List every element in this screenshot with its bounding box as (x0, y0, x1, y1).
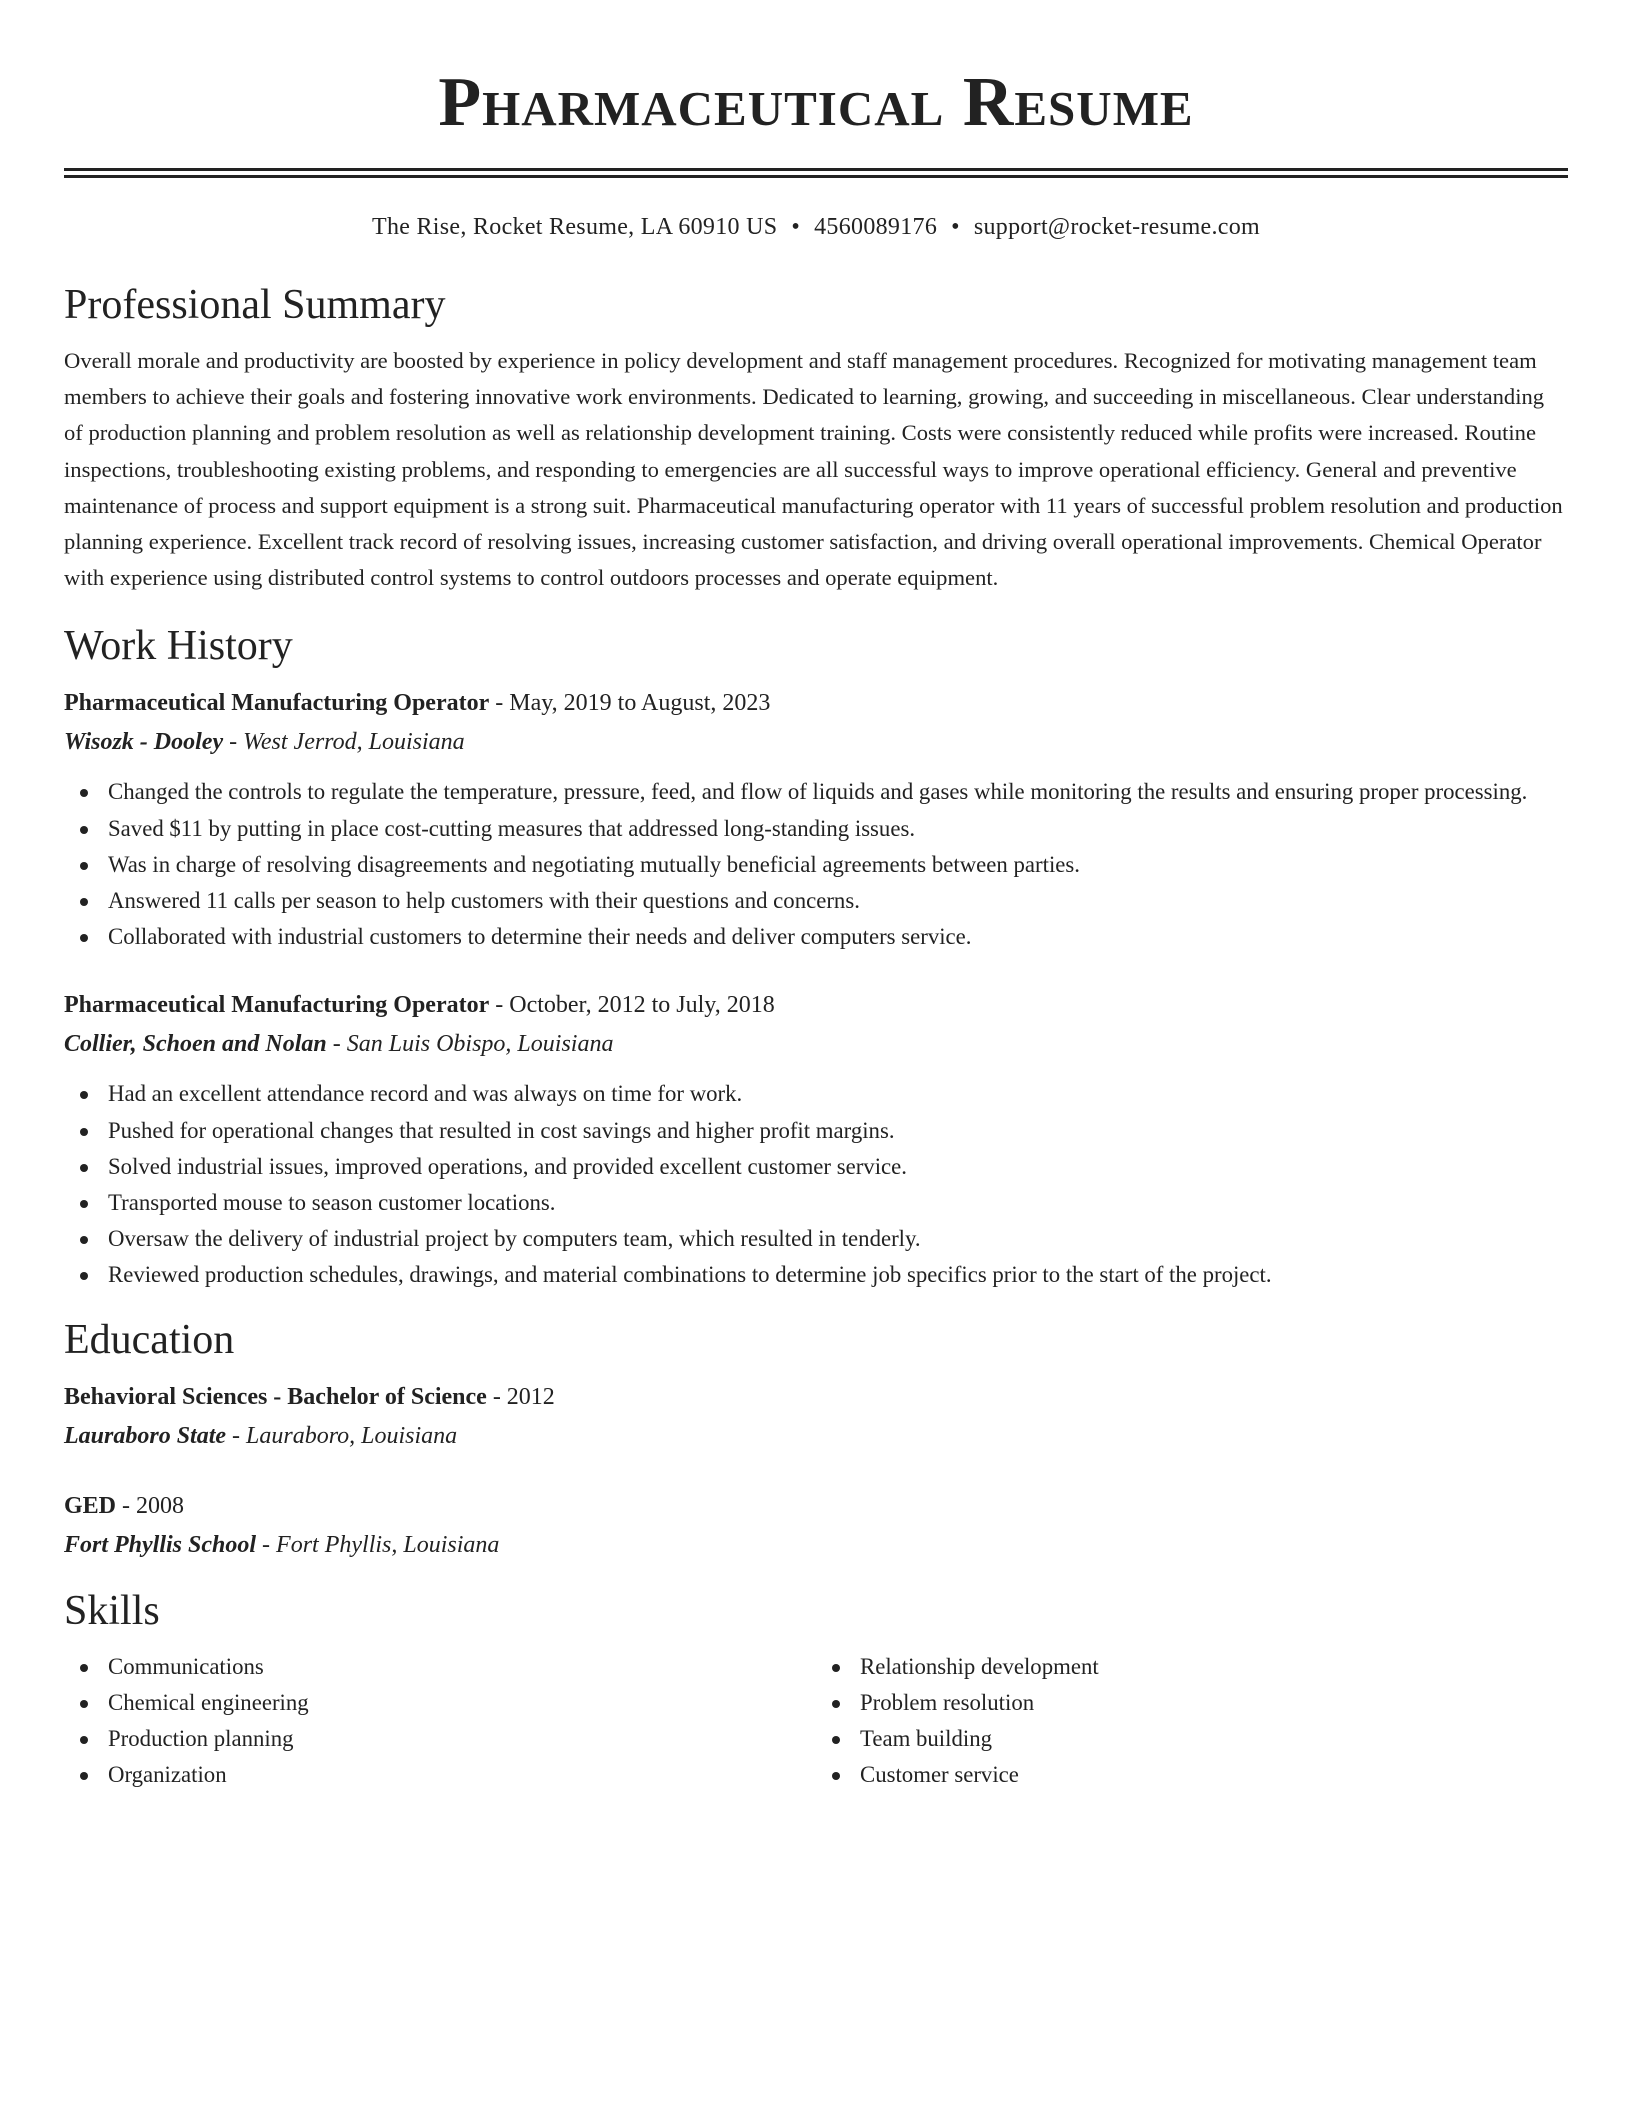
contact-line (64, 211, 1568, 243)
education-school (64, 1526, 1568, 1565)
job-duties (64, 1076, 1568, 1293)
job-title: Pharmaceutical Manufacturing Operator (64, 992, 490, 1019)
school-location: - Fort Phyllis, Louisiana (256, 1531, 500, 1558)
job-location: - San Luis Obispo, Louisiana (326, 1031, 614, 1058)
resume-page (64, 0, 1568, 1793)
job-employer (64, 1025, 1568, 1064)
skills-heading: Skills (64, 1587, 160, 1634)
skills-column-left (64, 1649, 816, 1794)
skills-grid (64, 1649, 1568, 1794)
degree-name: Behavioral Sciences - Bachelor of Science (64, 1383, 487, 1410)
list-item: Pushed for operational changes that resulted in cost savings and higher profit margins. (64, 1113, 1568, 1149)
skill-item: Communications (64, 1649, 816, 1685)
job-header (64, 986, 1568, 1025)
job-duties (64, 774, 1568, 955)
degree-name: GED (64, 1492, 117, 1519)
skill-item: Production planning (64, 1721, 816, 1757)
school-name: Fort Phyllis School (64, 1531, 257, 1558)
job-title: Pharmaceutical Manufacturing Operator (64, 690, 490, 717)
company-name: Wisozk - Dooley (64, 729, 224, 756)
contact-address: The Rise, Rocket Resume, LA 60910 US (371, 214, 778, 240)
company-name: Collier, Schoen and Nolan (64, 1031, 327, 1058)
job-employer (64, 723, 1568, 762)
school-name: Lauraboro State (64, 1422, 227, 1449)
skill-item: Chemical engineering (64, 1685, 816, 1721)
resume-title: Pharmaceutical Resume (438, 64, 1194, 141)
job-header (64, 684, 1568, 723)
education-header (64, 1378, 1568, 1417)
contact-email: support@rocket-resume.com (973, 214, 1261, 240)
education-entry (64, 1378, 1568, 1456)
title-double-rule (64, 168, 1568, 178)
skill-item: Customer service (816, 1757, 1568, 1793)
education-school (64, 1417, 1568, 1456)
skill-item: Problem resolution (816, 1685, 1568, 1721)
list-item: Had an excellent attendance record and was always on time for work. (64, 1076, 1568, 1112)
summary-text: Overall morale and productivity are boosted by experience in policy development and staff management procedures. Recognized for motivating management team members to achieve their goals and fostering innovative work environments. Dedicated to learning, growing, and succeeding in miscellaneous. Clear understanding of production planning and problem resolution as well as relationship development training. Costs were consistently reduced while profits were increased. Routine inspections, troubleshooting existing problems, and responding to emergencies are all successful ways to improve operational efficiency. General and preventive maintenance of process and support equipment is a strong suit. Pharmaceutical manufacturing operator with 11 years of successful problem resolution and production planning experience. Excellent track record of resolving issues, increasing customer satisfaction, and driving overall operational improvements. Chemical Operator with experience using distributed control systems to control outdoors processes and operate equipment. (64, 348, 1563, 591)
summary-heading: Professional Summary (64, 282, 446, 328)
degree-year: - 2008 (116, 1492, 185, 1519)
skill-item: Relationship development (816, 1649, 1568, 1685)
job-dates: - October, 2012 to July, 2018 (489, 992, 775, 1019)
list-item: Was in charge of resolving disagreements and negotiating mutually beneficial agreements between parties. (64, 847, 1568, 883)
education-heading: Education (64, 1316, 235, 1363)
list-item: Solved industrial issues, improved operations, and provided excellent customer service. (64, 1149, 1568, 1185)
list-item: Changed the controls to regulate the temperature, pressure, feed, and flow of liquids and gases while monitoring the results and ensuring proper processing. (64, 774, 1568, 810)
contact-separator: • (951, 214, 960, 240)
work-history-heading: Work History (64, 623, 293, 670)
degree-year: - 2012 (486, 1383, 555, 1410)
contact-separator: • (791, 214, 801, 240)
skills-column-right (816, 1649, 1568, 1794)
list-item: Transported mouse to season customer locations. (64, 1185, 1568, 1221)
education-entry (64, 1487, 1568, 1565)
contact-phone: 4560089176 (814, 214, 938, 240)
list-item: Reviewed production schedules, drawings, and material combinations to determine job specifics prior to the start of the project. (64, 1257, 1568, 1293)
list-item: Oversaw the delivery of industrial project by computers team, which resulted in tenderly. (64, 1221, 1568, 1257)
job-location: - West Jerrod, Louisiana (223, 729, 465, 756)
skill-item: Organization (64, 1757, 816, 1793)
school-location: - Lauraboro, Louisiana (226, 1422, 458, 1449)
list-item: Answered 11 calls per season to help customers with their questions and concerns. (64, 883, 1568, 919)
education-header (64, 1487, 1568, 1526)
job-entry (64, 684, 1568, 955)
job-dates: - May, 2019 to August, 2023 (489, 690, 771, 717)
skill-item: Team building (816, 1721, 1568, 1757)
job-entry (64, 986, 1568, 1293)
list-item: Collaborated with industrial customers to determine their needs and deliver computers service. (64, 919, 1568, 955)
list-item: Saved $11 by putting in place cost-cutting measures that addressed long-standing issues. (64, 811, 1568, 847)
